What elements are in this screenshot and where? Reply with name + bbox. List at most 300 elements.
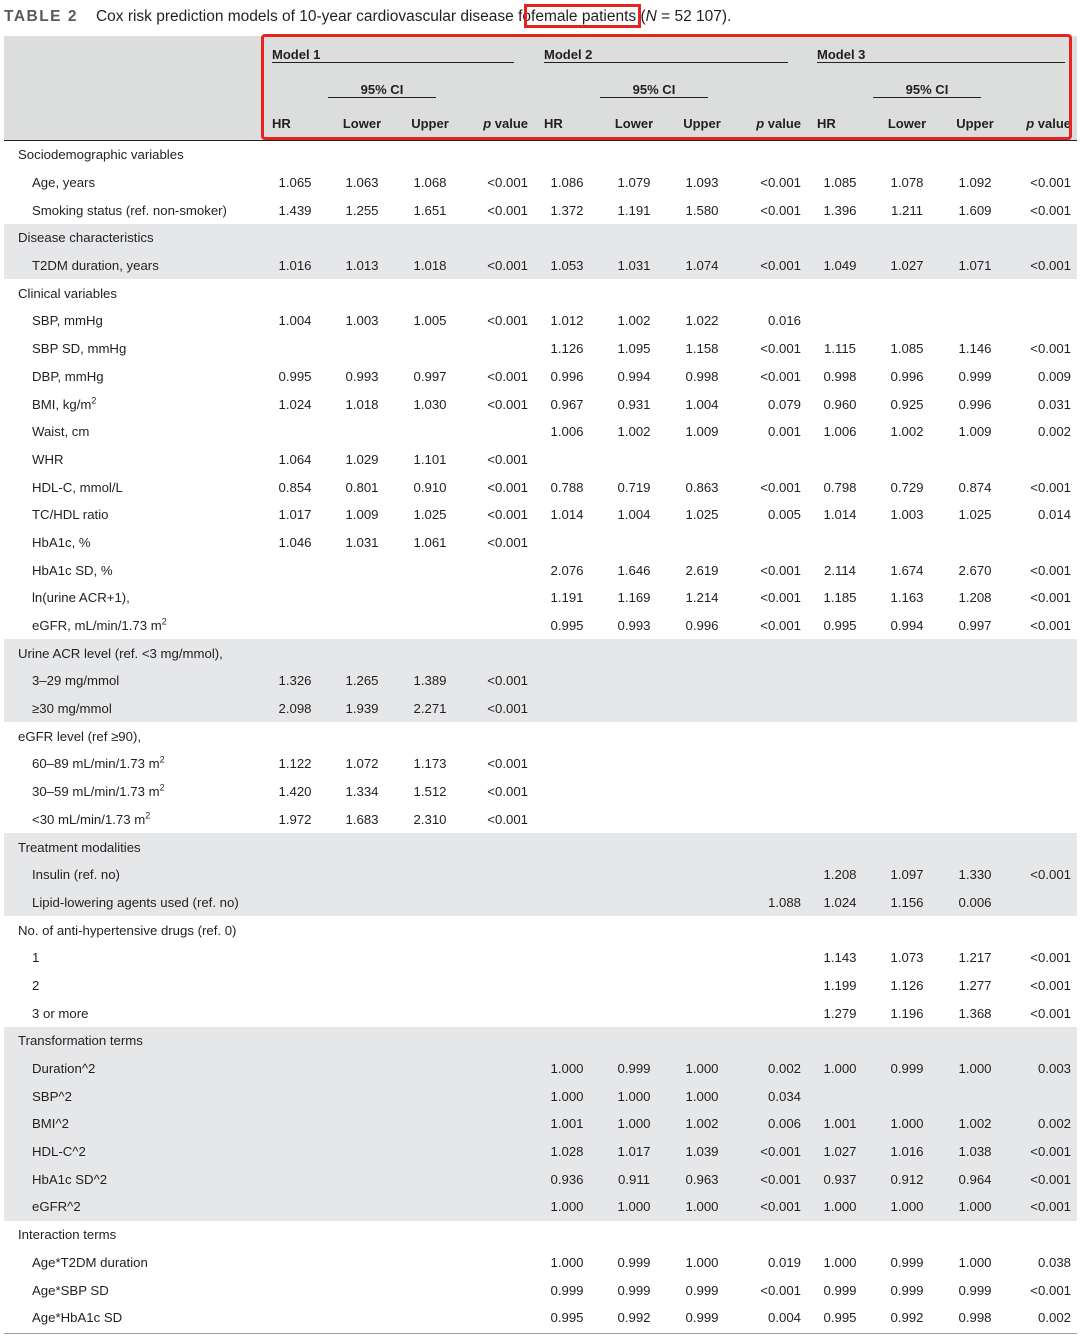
value-cell: 0.995 [550, 618, 584, 634]
value-cell: 0.801 [345, 479, 379, 495]
value-cell: 1.000 [534, 1082, 600, 1110]
p-value-cell [464, 1082, 534, 1110]
p-value-cell [1009, 833, 1077, 861]
value-cell: 1.000 [823, 1254, 857, 1270]
value-cell [600, 944, 668, 972]
p-value-cell [1009, 778, 1077, 806]
table-row [4, 169, 1077, 197]
value-cell: 0.006 [941, 889, 1009, 917]
table-row [4, 335, 1077, 363]
section-header-row [4, 722, 1077, 750]
row-label: 3 or more [32, 1005, 89, 1021]
value-cell [328, 224, 396, 252]
value-cell [262, 972, 328, 1000]
value-cell: 0.998 [685, 368, 719, 384]
value-cell: 1.001 [807, 1110, 873, 1138]
value-cell [941, 833, 1009, 861]
p-value-cell: 0.031 [1037, 396, 1071, 412]
value-cell: 0.996 [685, 618, 719, 634]
table-row [4, 1165, 1077, 1193]
value-cell [668, 224, 736, 252]
value-cell [941, 529, 1009, 557]
value-cell [396, 722, 464, 750]
value-cell: 2.619 [685, 562, 719, 578]
p-value-cell: <0.001 [464, 667, 534, 695]
p-value-cell: <0.001 [1030, 950, 1071, 966]
value-cell: 1.000 [873, 1110, 941, 1138]
value-cell: 1.683 [345, 811, 379, 827]
value-cell: 0.993 [345, 368, 379, 384]
value-cell [873, 446, 941, 474]
value-cell [600, 778, 668, 806]
value-cell [328, 861, 396, 889]
value-cell [941, 1027, 1009, 1055]
p-value-cell: 0.034 [736, 1082, 807, 1110]
table-row [4, 1110, 1077, 1138]
p-value-cell [1009, 446, 1077, 474]
value-cell [534, 916, 600, 944]
table-row [4, 196, 1077, 224]
value-cell: 1.068 [413, 175, 447, 191]
value-cell: 0.996 [550, 368, 584, 384]
value-cell: 0.994 [617, 368, 651, 384]
value-cell [668, 639, 736, 667]
model1-header: Model 1 [272, 47, 514, 63]
value-cell [262, 861, 328, 889]
p-value-cell: <0.001 [1009, 861, 1077, 889]
value-cell: 1.025 [958, 507, 992, 523]
value-cell [328, 639, 396, 667]
p-value-cell: 0.038 [1037, 1254, 1071, 1270]
value-cell [262, 722, 328, 750]
value-cell [262, 1055, 328, 1083]
value-cell: 0.998 [958, 1310, 992, 1326]
row-label: ln(urine ACR+1), [32, 590, 130, 606]
value-cell [262, 141, 328, 169]
value-cell [534, 667, 600, 695]
p-value-cell: <0.001 [760, 175, 801, 191]
section-header-row [4, 1221, 1077, 1249]
value-cell [600, 1221, 668, 1249]
row-label: Age*HbA1c SD [32, 1310, 123, 1326]
value-cell [328, 944, 396, 972]
value-cell: 1.420 [278, 784, 312, 800]
value-cell [873, 833, 941, 861]
value-cell [534, 861, 600, 889]
value-cell: 1.265 [328, 667, 396, 695]
p-value-cell [736, 916, 807, 944]
table-row [4, 1249, 1077, 1277]
value-cell: 1.006 [550, 424, 584, 440]
caption-text: Cox risk prediction models of 10-year cardiovascular disease fo [95, 8, 532, 25]
p-value-cell [464, 639, 534, 667]
value-cell: 0.937 [807, 1165, 873, 1193]
value-cell [262, 1165, 328, 1193]
value-cell: 1.024 [807, 889, 873, 917]
value-cell: 1.279 [823, 1005, 857, 1021]
value-cell: 1.017 [600, 1138, 668, 1166]
value-cell [600, 529, 668, 557]
value-cell [668, 972, 736, 1000]
value-cell [873, 224, 941, 252]
value-cell [941, 1082, 1009, 1110]
value-cell [262, 833, 328, 861]
value-cell [534, 972, 600, 1000]
value-cell: 1.063 [345, 175, 379, 191]
p-value-cell: <0.001 [1009, 1165, 1077, 1193]
value-cell [873, 1082, 941, 1110]
p-value-cell: <0.001 [760, 202, 801, 218]
p-value-cell [1009, 224, 1077, 252]
value-cell [600, 833, 668, 861]
value-cell [534, 695, 600, 723]
value-cell [668, 529, 736, 557]
value-cell [396, 556, 464, 584]
p-value-cell [736, 806, 807, 834]
value-cell: 0.798 [823, 479, 857, 495]
table-caption: TABLE 2 Cox risk prediction models of 10-year cardiovascular disease fofemale patients (N = 52 107). [4, 5, 731, 29]
value-cell: 0.999 [617, 1282, 651, 1298]
p-value-cell [736, 446, 807, 474]
row-label: Sociodemographic variables [18, 147, 184, 163]
value-cell [262, 556, 328, 584]
value-cell [807, 1221, 873, 1249]
p-value-cell [736, 279, 807, 307]
p-value-cell: 0.003 [1009, 1055, 1077, 1083]
p-value-cell: <0.001 [760, 590, 801, 606]
p-value-cell: 0.002 [1037, 424, 1071, 440]
ci-header-model3: 95% CI [873, 82, 981, 98]
value-cell: 1.006 [823, 424, 857, 440]
row-label: HbA1c SD^2 [4, 1165, 262, 1193]
value-cell [262, 1304, 328, 1332]
value-cell: 1.001 [534, 1110, 600, 1138]
value-cell [807, 141, 873, 169]
value-cell [807, 806, 873, 834]
value-cell: 1.199 [823, 977, 857, 993]
value-cell: 1.095 [617, 341, 651, 357]
value-cell [534, 1221, 600, 1249]
p-value-cell [736, 944, 807, 972]
value-cell: 1.064 [278, 451, 312, 467]
value-cell [600, 999, 668, 1027]
value-cell: 1.191 [550, 590, 584, 606]
value-cell [262, 999, 328, 1027]
p-value-cell [464, 972, 534, 1000]
p-value-cell: <0.001 [1030, 590, 1071, 606]
value-cell: 1.016 [262, 252, 328, 280]
value-cell [807, 224, 873, 252]
header-blank [4, 36, 262, 73]
p-value-cell [464, 279, 534, 307]
p-value-cell: <0.001 [487, 313, 528, 329]
value-cell: 1.000 [958, 1254, 992, 1270]
p-value-cell: <0.001 [1030, 562, 1071, 578]
row-label: <30 mL/min/1.73 $m^2$ [32, 810, 151, 827]
table-row [4, 1304, 1077, 1332]
model3-header: Model 3 [817, 47, 1065, 63]
row-label: 2 [32, 977, 40, 993]
value-cell: 1.012 [550, 313, 584, 329]
p-value-cell [464, 1304, 534, 1332]
caption-n-symbol: N [645, 8, 657, 25]
value-cell: 1.025 [685, 507, 719, 523]
value-cell [262, 916, 328, 944]
p-value-cell: <0.001 [760, 618, 801, 634]
value-cell [873, 1221, 941, 1249]
value-cell [668, 1027, 736, 1055]
value-cell: 1.196 [890, 1005, 924, 1021]
p-value-cell: <0.001 [487, 784, 528, 800]
value-cell [941, 279, 1009, 307]
value-cell [941, 1221, 1009, 1249]
value-cell [262, 1193, 328, 1221]
value-cell [600, 224, 668, 252]
table-row [4, 252, 1077, 280]
value-cell [668, 279, 736, 307]
section-header-row [4, 141, 1077, 169]
value-cell: 0.999 [550, 1282, 584, 1298]
value-cell [807, 529, 873, 557]
table-row [4, 529, 1077, 557]
value-cell: 1.003 [890, 507, 924, 523]
p-value-cell [1009, 1221, 1077, 1249]
value-cell: 2.670 [958, 562, 992, 578]
value-cell [807, 446, 873, 474]
value-cell [668, 667, 736, 695]
row-label: HbA1c, % [32, 534, 91, 550]
p-value-cell: <0.001 [1030, 175, 1071, 191]
p-value-cell: 0.002 [1009, 1110, 1077, 1138]
value-cell [328, 999, 396, 1027]
p-value-cell: 1.088 [736, 889, 807, 917]
table-row [4, 861, 1077, 889]
value-cell: 1.169 [617, 590, 651, 606]
value-cell: 0.999 [617, 1254, 651, 1270]
value-cell [396, 1304, 464, 1332]
value-cell [668, 141, 736, 169]
value-cell: 1.580 [685, 202, 719, 218]
p-value-cell: <0.001 [487, 507, 528, 523]
p-value-cell: <0.001 [487, 534, 528, 550]
table-row [4, 584, 1077, 612]
p-value-cell [464, 1249, 534, 1277]
section-header-row [4, 224, 1077, 252]
p-value-cell [464, 889, 534, 917]
value-cell: 0.719 [617, 479, 651, 495]
value-cell [328, 833, 396, 861]
p-value-cell [464, 1276, 534, 1304]
value-cell: 1.208 [958, 590, 992, 606]
value-cell [328, 1055, 396, 1083]
p-value-cell [736, 224, 807, 252]
value-cell: 1.173 [413, 756, 447, 772]
section-header-row [4, 279, 1077, 307]
value-cell: 0.931 [617, 396, 651, 412]
value-cell: 1.092 [958, 175, 992, 191]
hr-header: HR [534, 107, 600, 141]
value-cell: 1.085 [890, 341, 924, 357]
value-cell [668, 722, 736, 750]
row-label: DBP, mmHg [32, 368, 104, 384]
value-cell: 1.939 [328, 695, 396, 723]
table-row [4, 667, 1077, 695]
p-value-cell [464, 944, 534, 972]
lower-header: Lower [600, 107, 668, 141]
p-value-cell [464, 418, 534, 446]
value-cell: 1.009 [345, 507, 379, 523]
value-cell [396, 1249, 464, 1277]
value-cell [600, 639, 668, 667]
value-cell [807, 1082, 873, 1110]
value-cell [534, 639, 600, 667]
row-label: Age, years [32, 175, 96, 191]
p-value-cell [1009, 916, 1077, 944]
p-value-cell [464, 335, 534, 363]
caption-highlight-text: female patients [531, 8, 637, 25]
p-value-cell [736, 1221, 807, 1249]
upper-header: Upper [668, 107, 736, 141]
value-cell: 1.330 [941, 861, 1009, 889]
value-cell [807, 639, 873, 667]
value-cell [328, 972, 396, 1000]
value-cell [534, 529, 600, 557]
p-value-cell [1009, 806, 1077, 834]
value-cell [668, 750, 736, 778]
p-value-cell [1009, 722, 1077, 750]
value-cell: 0.999 [958, 1282, 992, 1298]
value-cell [941, 750, 1009, 778]
value-cell: 0.967 [550, 396, 584, 412]
caption-highlight-box [524, 4, 641, 28]
value-cell: 1.214 [685, 590, 719, 606]
value-cell [941, 778, 1009, 806]
value-cell: 1.061 [413, 534, 447, 550]
upper-header: Upper [396, 107, 464, 141]
table-row [4, 1082, 1077, 1110]
value-cell [262, 1082, 328, 1110]
value-cell: 1.073 [890, 950, 924, 966]
p-value-cell: <0.001 [760, 341, 801, 357]
lower-header: Lower [873, 107, 941, 141]
value-cell: 1.017 [278, 507, 312, 523]
value-cell [534, 944, 600, 972]
p-value-cell: <0.001 [1009, 252, 1077, 280]
p-value-cell: 0.005 [767, 507, 801, 523]
value-cell [262, 335, 328, 363]
row-label: ≥30 mg/mmol [4, 695, 262, 723]
value-cell [807, 833, 873, 861]
value-cell: 1.014 [823, 507, 857, 523]
p-value-cell [464, 556, 534, 584]
value-cell [262, 1110, 328, 1138]
value-cell: 1.027 [873, 252, 941, 280]
value-cell [262, 944, 328, 972]
p-value-cell: <0.001 [1030, 1282, 1071, 1298]
p-value-cell: <0.001 [487, 202, 528, 218]
value-cell: 1.000 [550, 1254, 584, 1270]
row-label: SBP, mmHg [32, 313, 103, 329]
p-value-cell: <0.001 [487, 368, 528, 384]
value-cell: 1.146 [958, 341, 992, 357]
value-cell [668, 695, 736, 723]
value-cell [534, 999, 600, 1027]
value-cell: 1.000 [600, 1193, 668, 1221]
value-cell: 1.156 [873, 889, 941, 917]
value-cell [873, 916, 941, 944]
p-value-header: p value [1009, 107, 1077, 141]
p-value-cell [736, 639, 807, 667]
value-cell [873, 695, 941, 723]
value-cell [328, 584, 396, 612]
p-value-cell [736, 999, 807, 1027]
value-cell: 0.960 [823, 396, 857, 412]
value-cell: 1.396 [823, 202, 857, 218]
row-label: Age*T2DM duration [32, 1254, 148, 1270]
value-cell: 1.049 [807, 252, 873, 280]
value-cell: 1.651 [413, 202, 447, 218]
value-cell [396, 584, 464, 612]
value-cell [262, 1221, 328, 1249]
section-header-row [4, 833, 1077, 861]
value-cell: 1.038 [941, 1138, 1009, 1166]
value-cell: 1.674 [890, 562, 924, 578]
value-cell: 1.372 [550, 202, 584, 218]
value-cell: 1.086 [550, 175, 584, 191]
value-cell: 1.024 [278, 396, 312, 412]
p-value-cell: <0.001 [464, 695, 534, 723]
value-cell [262, 612, 328, 640]
value-cell [328, 1165, 396, 1193]
p-value-cell [1009, 307, 1077, 335]
value-cell [262, 1027, 328, 1055]
value-cell: 2.310 [413, 811, 447, 827]
value-cell: 0.999 [685, 1310, 719, 1326]
value-cell [668, 916, 736, 944]
value-cell: 2.114 [823, 562, 857, 578]
value-cell [262, 584, 328, 612]
value-cell: 0.995 [278, 368, 312, 384]
value-cell [807, 1027, 873, 1055]
value-cell [941, 307, 1009, 335]
value-cell [396, 861, 464, 889]
value-cell [396, 639, 464, 667]
p-value-cell [464, 612, 534, 640]
value-cell: 1.185 [823, 590, 857, 606]
value-cell: 0.912 [873, 1165, 941, 1193]
p-value-cell: 0.009 [1037, 368, 1071, 384]
value-cell [262, 224, 328, 252]
value-cell: 1.000 [807, 1193, 873, 1221]
row-label: eGFR, mL/min/1.73 $m^2$ [32, 616, 167, 634]
value-cell: 2.098 [262, 695, 328, 723]
p-value-cell [1009, 750, 1077, 778]
value-cell [328, 418, 396, 446]
value-cell: 1.000 [941, 1055, 1009, 1083]
row-label: WHR [32, 451, 64, 467]
value-cell: 1.334 [345, 784, 379, 800]
value-cell: 0.999 [685, 1282, 719, 1298]
value-cell: 0.994 [890, 618, 924, 634]
caption-n-value: = 52 107). [656, 8, 732, 25]
value-cell: 1.053 [534, 252, 600, 280]
value-cell: 1.002 [668, 1110, 736, 1138]
value-cell [873, 750, 941, 778]
value-cell: 0.999 [890, 1282, 924, 1298]
value-cell: 1.000 [873, 1193, 941, 1221]
value-cell [396, 141, 464, 169]
value-cell [262, 1276, 328, 1304]
